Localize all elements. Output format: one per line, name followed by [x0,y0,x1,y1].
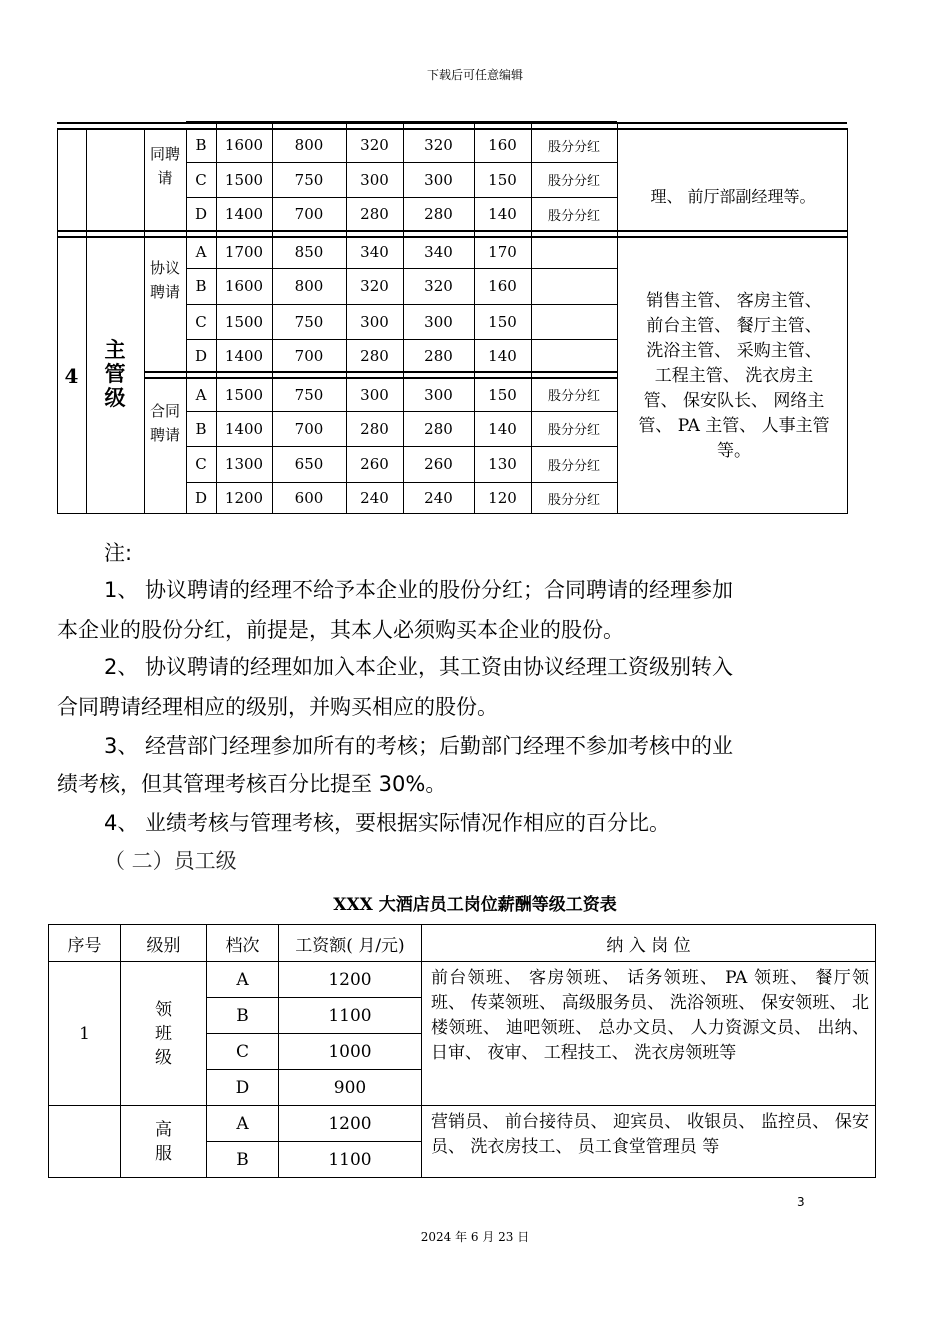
salary-cell: 300 [360,312,389,331]
dividend-cell: 股分分红 [547,389,600,404]
note-line: 绩考核，但其管理考核百分比提至 30%。 [57,772,447,796]
grade-cell: B [195,136,207,154]
table-top-rule [57,122,617,124]
grade-cell: A [195,385,207,404]
grade-cell: B [195,419,207,438]
dividend-cell: 股分分红 [547,174,600,189]
salary-cell: 280 [424,419,453,438]
table-row [49,962,876,998]
salary-cell: 300 [424,385,453,404]
salary-cell: 750 [294,312,324,331]
salary-cell: 650 [294,455,324,473]
dividend-cell: 股分分红 [547,139,600,155]
page-header: 下载后可任意编辑 [426,68,523,82]
salary-cell: 150 [488,170,517,189]
salary-cell: 300 [424,170,453,189]
salary-cell: 1700 [224,243,264,261]
grade-cell: D [194,489,208,507]
dividend-cell: 股分分红 [547,458,600,474]
contract-hire-label: 同聘请 [150,145,181,187]
staff-salary-table [48,924,876,1178]
salary-cell: 1100 [279,1142,422,1178]
salary-cell: 240 [424,489,453,507]
salary-cell: 300 [360,170,389,189]
grade-cell: C [195,312,207,331]
salary-cell: 260 [360,455,389,473]
header-grade: 档次 [207,925,279,962]
dividend-cell: 股分分红 [547,423,600,438]
salary-cell: 1100 [279,998,422,1034]
salary-cell: 120 [488,489,517,507]
salary-cell: 600 [294,489,324,507]
positions-cell: 前台领班、 客房领班、 话务领班、 PA 领班、 餐厅领班、 传菜领班、 高级服务员、 洗浴领班、 保安领班、 北楼领班、 迪吧领班、 总办文员、 人力资源文员、 出纳、 日审、 夜审、 工程技工、 洗衣房领班等 [422,962,876,1106]
salary-cell: 750 [294,385,324,404]
salary-cell: 1500 [224,312,264,331]
salary-cell: 130 [488,455,517,473]
salary-cell: 140 [488,205,517,223]
salary-cell: 150 [488,312,517,331]
grade-cell: D [194,347,208,365]
salary-cell: 280 [360,205,389,223]
salary-cell: 1400 [224,419,264,438]
salary-cell: 1000 [279,1034,422,1070]
header-positions: 纳 入 岗 位 [422,925,876,962]
notes-heading: 注: [104,541,133,565]
salary-cell: 300 [424,312,453,331]
dividend-cell: 股分分红 [547,492,600,508]
level-cell: 高服 [121,1106,207,1178]
table-title: XXX 大酒店员工岗位薪酬等级工资表 [333,895,617,915]
page-number: 3 [797,1195,805,1209]
note-line: 2、 协议聘请的经理如加入本企业，其工资由协议经理工资级别转入 [104,655,734,679]
salary-cell: 280 [360,347,389,365]
grade-cell: B [207,1142,279,1178]
grade-cell: C [207,1034,279,1070]
salary-cell: 280 [424,347,453,365]
salary-cell: 170 [488,243,517,261]
salary-cell: 1400 [224,205,264,223]
salary-cell: 240 [360,489,389,507]
table-row [49,1106,876,1142]
header-level: 级别 [121,925,207,962]
header-seq: 序号 [49,925,121,962]
footer-date: 2024 年 6 月 23 日 [420,1230,530,1244]
salary-cell: 1500 [224,385,264,404]
salary-cell: 1600 [224,136,264,154]
level-cell: 领班级 [121,962,207,1106]
salary-cell: 320 [360,277,389,295]
grade-cell: B [207,998,279,1034]
salary-cell: 700 [294,347,324,365]
protocol-hire-label: 协议聘请 [150,259,181,301]
salary-cell: 1200 [279,962,422,998]
seq-cell: 1 [49,962,121,1106]
salary-cell: 700 [294,205,324,223]
grade-cell: B [195,277,207,295]
grade-cell: A [195,243,207,261]
salary-cell: 140 [488,347,517,365]
table-header-row [49,925,876,962]
salary-cell: 700 [294,419,324,438]
positions-cell: 营销员、 前台接待员、 迎宾员、 收银员、 监控员、 保安员、 洗衣房技工、 员工食堂管理员 等 [422,1106,876,1178]
level-label: 主管级 [104,338,126,410]
salary-cell: 750 [294,170,324,189]
grade-cell: D [194,205,208,223]
grade-cell: A [207,1106,279,1142]
salary-cell: 1200 [279,1106,422,1142]
supervisor-positions: 销售主管、 客房主管、 前台主管、 餐厅主管、 洗浴主管、 采购主管、 工程主管、 洗衣房主 管、 保安队长、 网络主 管、 PA 主管、 人事主管 等。 [638,291,830,461]
note-line: 合同聘请经理相应的级别，并购买相应的股份。 [57,695,498,719]
dividend-cell: 股分分红 [547,208,600,224]
contract-hire-label: 合同聘请 [150,402,181,444]
salary-cell: 1600 [224,277,264,295]
seq-cell: 4 [64,364,79,388]
seq-cell [49,1106,121,1178]
salary-cell: 150 [488,385,517,404]
salary-cell: 140 [488,419,517,438]
salary-cell: 800 [294,277,324,295]
salary-cell: 280 [424,205,453,223]
grade-cell: D [207,1070,279,1106]
section-heading: （ 二）员工级 [104,849,237,873]
salary-cell: 1200 [224,489,264,507]
salary-cell: 320 [424,277,453,295]
grade-cell: C [195,170,207,189]
salary-cell: 280 [360,419,389,438]
salary-cell: 320 [360,136,389,154]
note-line: 1、 协议聘请的经理不给予本企业的股份分红；合同聘请的经理参加 [104,578,734,602]
salary-cell: 1400 [224,347,264,365]
salary-cell: 850 [294,243,324,261]
grade-cell: A [207,962,279,998]
note-line: 本企业的股份分红，前提是，其本人必须购买本企业的股份。 [57,618,624,642]
note-line: 3、 经营部门经理参加所有的考核；后勤部门经理不参加考核中的业 [104,734,734,758]
salary-cell: 340 [360,243,389,261]
positions-cell: 理、 前厅部副经理等。 [650,187,816,206]
salary-cell: 160 [488,277,517,295]
salary-cell: 900 [279,1070,422,1106]
salary-cell: 800 [294,136,324,154]
salary-cell: 160 [488,136,517,154]
salary-cell: 320 [424,136,453,154]
salary-cell: 300 [360,385,389,404]
salary-cell: 1300 [224,455,264,473]
header-salary: 工资额( 月/元) [279,925,422,962]
salary-cell: 260 [424,455,453,473]
salary-cell: 1500 [224,170,264,189]
grade-cell: C [195,455,207,473]
salary-cell: 340 [424,243,453,261]
note-line: 4、 业绩考核与管理考核，要根据实际情况作相应的百分比。 [104,811,671,835]
